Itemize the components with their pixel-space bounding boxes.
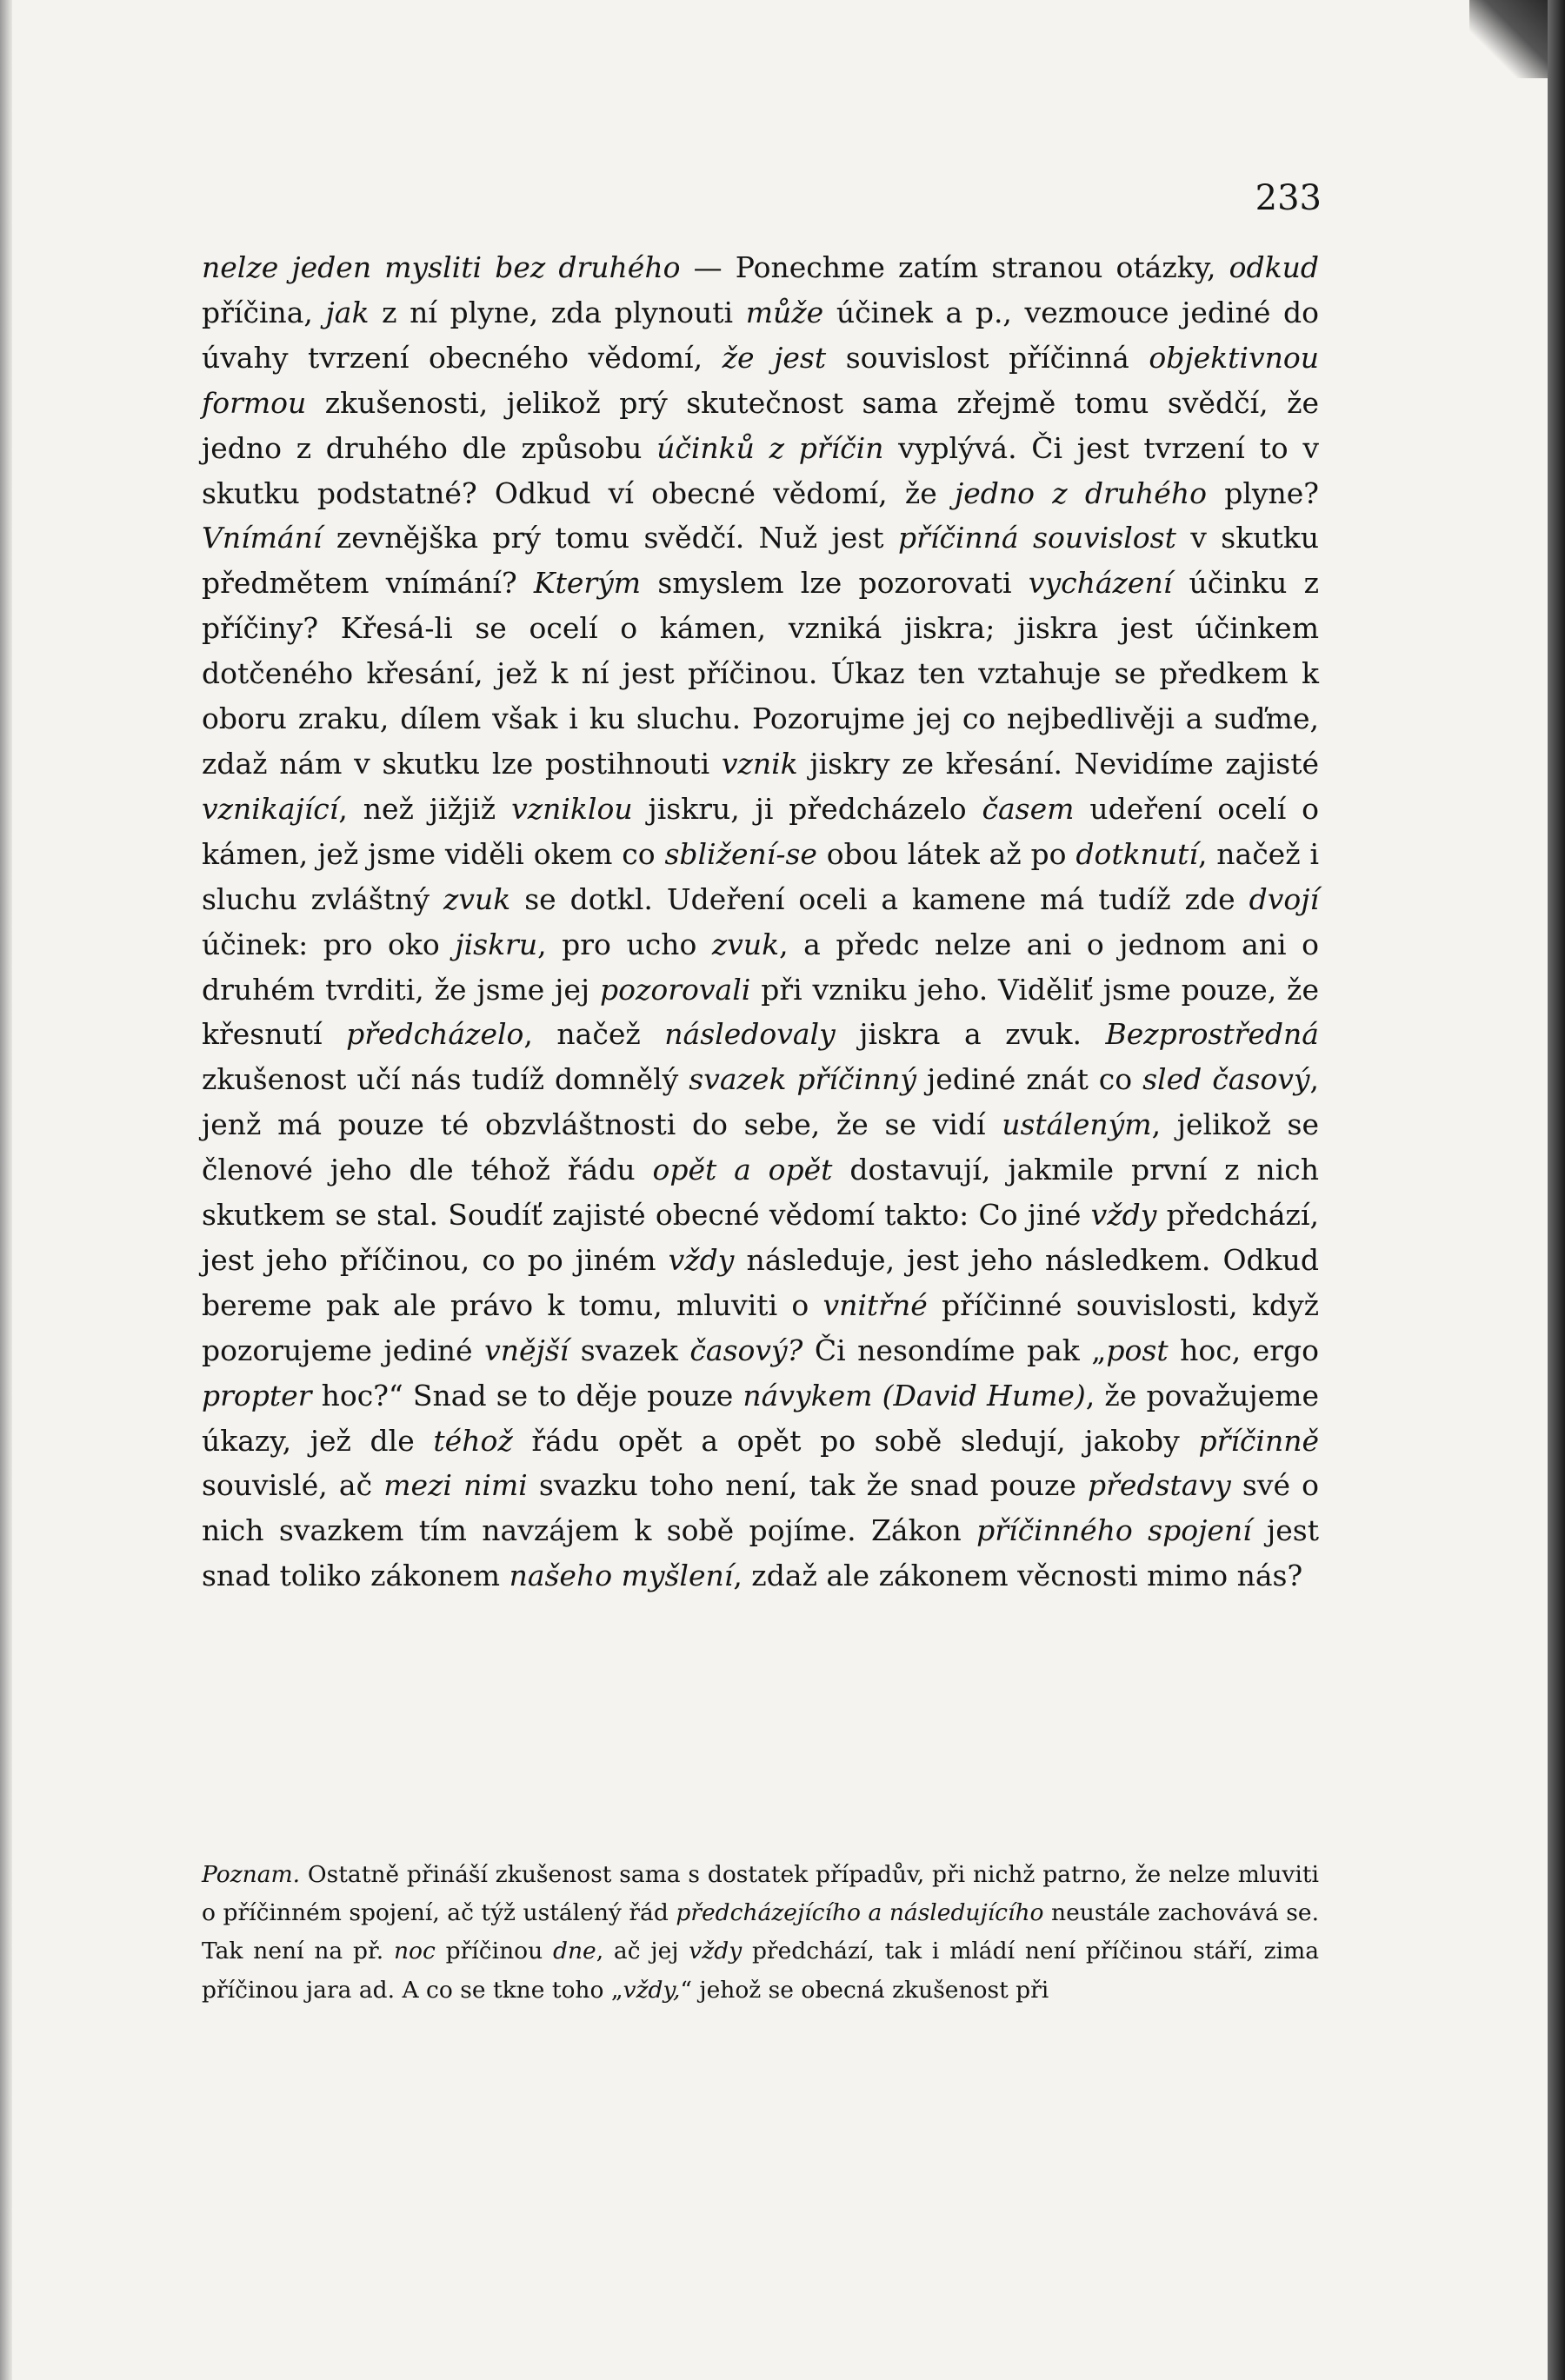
text-run: dostavují, jakmile první z nich skutkem se stal. Soudíť zajisté obecné vědomí takto: Co jiné [202, 1153, 1319, 1233]
italic-text-run: mezi nimi [383, 1468, 528, 1503]
text-run: své o nich svazkem tím navzájem k sobě pojíme. Zákon [202, 1468, 1319, 1548]
text-run: hoc, ergo [1168, 1333, 1319, 1367]
italic-text-run: příčinná souvislost [897, 521, 1176, 555]
page-corner-shadow [1469, 0, 1548, 78]
text-run: , jenž má pouze té obzvláštnosti do sebe, že se vidí [202, 1062, 1319, 1142]
text-run: zevnějška prý tomu svědčí. Nuž jest [322, 521, 898, 555]
italic-text-run: Bezprostředná [1105, 1017, 1319, 1052]
italic-text-run: pozorovali [600, 972, 751, 1007]
italic-text-run: předcházejícího a následujícího [676, 1899, 1044, 1927]
page-number: 233 [1255, 178, 1322, 218]
text-run: udeření ocelí o kámen, jež jsme viděli okem co [202, 791, 1320, 871]
text-run: příčinné souvislosti, když pozorujeme jediné [202, 1287, 1319, 1367]
text-run: Či nesondíme pak „ [802, 1333, 1107, 1367]
text-run: příčinou [435, 1938, 553, 1965]
italic-text-run: vycházení [1028, 566, 1173, 601]
text-run: , načež [523, 1017, 665, 1052]
italic-text-run: Kterým [533, 566, 642, 601]
text-run: účinek: pro oko [202, 927, 456, 961]
italic-text-run: návykem (David Hume) [743, 1378, 1086, 1413]
footnote-paragraph [202, 1856, 1319, 2010]
text-run: jediné znát co [916, 1062, 1143, 1097]
text-run: smyslem lze pozorovati [641, 566, 1029, 601]
italic-text-run: vždy [668, 1242, 735, 1277]
italic-text-run: vždy [1090, 1198, 1157, 1233]
italic-text-run: jiskru [455, 927, 538, 961]
text-run: následuje, jest jeho následkem. Odkud bereme pak ale právo k tomu, mluviti o [202, 1242, 1320, 1322]
text-run: neustále zachovává se. Tak není na př. [202, 1899, 1319, 1965]
italic-text-run: dvojí [1249, 881, 1320, 916]
text-run: , pro ucho [537, 927, 712, 961]
text-run: — Ponechme zatím stranou otázky, [680, 250, 1229, 284]
italic-text-run: následovaly [664, 1017, 836, 1052]
text-run: , načež i sluchu zvláštný [202, 836, 1319, 916]
italic-text-run: Poznam. [202, 1861, 301, 1888]
italic-text-run: příčinně [1198, 1423, 1319, 1458]
italic-text-run: nelze jeden mysliti bez druhého [202, 250, 681, 284]
text-run: hoc?“ Snad se to děje pouze [311, 1378, 743, 1413]
italic-text-run: Vnímání [202, 521, 323, 555]
italic-text-run: vznik [721, 746, 798, 781]
text-run: jiskry ze křesání. Nevidíme zajisté [797, 746, 1319, 781]
italic-text-run: vznikající [202, 791, 339, 826]
text-run: obou látek až po [816, 836, 1076, 871]
text-run: při vzniku jeho. Viděliť jsme pouze, že křesnutí [202, 972, 1319, 1052]
text-run: jiskru, ji předcházelo [632, 791, 982, 826]
text-run: , zdaž ale zákonem věcnosti mimo nás? [733, 1559, 1303, 1593]
text-run: řádu opět a opět po sobě sledují, jakoby [512, 1423, 1199, 1458]
italic-text-run: vzniklou [511, 791, 633, 826]
italic-text-run: noc [393, 1938, 436, 1965]
italic-text-run: odkud [1229, 250, 1319, 284]
text-run: zkušenosti, jelikož prý skutečnost sama zřejmě tomu svědčí, že jedno z druhého dle způsobu [202, 385, 1319, 465]
text-run: účinek a p., vezmouce jediné do úvahy tvrzení obecného vědomí, [202, 295, 1320, 375]
text-run: , jelikož se členové jeho dle téhož řádu [202, 1107, 1320, 1187]
italic-text-run: sled časový [1142, 1062, 1310, 1097]
text-run: se dotkl. Udeření oceli a kamene má tudíž zde [510, 881, 1249, 916]
text-run: předchází, tak i mládí není příčinou stáří, zima příčinou jara ad. A co se tkne toho „ [202, 1938, 1320, 2004]
italic-text-run: sbližení-se [664, 836, 817, 871]
text-run: “ jehož se obecná zkušenost při [680, 1976, 1049, 2004]
italic-text-run: vždy, [623, 1976, 681, 2004]
italic-text-run: časový? [689, 1333, 803, 1367]
text-run: , a předc nelze ani o jednom ani o druhém tvrditi, že jsme jej [202, 927, 1319, 1007]
italic-text-run: zvuk [443, 881, 511, 916]
italic-text-run: ustáleným [1002, 1107, 1152, 1142]
italic-text-run: propter [202, 1378, 312, 1413]
italic-text-run: dne [552, 1938, 596, 1965]
text-run: , než jižjiž [338, 791, 512, 826]
italic-text-run: svazek příčinný [689, 1062, 917, 1097]
italic-text-run: představy [1088, 1468, 1231, 1503]
italic-text-run: jedno z druhého [955, 475, 1207, 510]
text-run: předchází, jest jeho příčinou, co po jiném [202, 1198, 1319, 1277]
italic-text-run: objektivnou formou [202, 340, 1319, 420]
italic-text-run: post [1106, 1333, 1169, 1367]
italic-text-run: účinků z příčin [656, 430, 884, 465]
scan-right-edge [1548, 0, 1565, 2380]
text-run: vyplývá. Či jest tvrzení to v skutku podstatné? Odkud ví obecné vědomí, že [202, 430, 1319, 510]
italic-text-run: téhož [433, 1423, 513, 1458]
text-run: jiskra a zvuk. [835, 1017, 1106, 1052]
text-run: jest snad toliko zákonem [202, 1513, 1319, 1593]
italic-text-run: jak [325, 295, 370, 329]
italic-text-run: že jest [722, 340, 827, 375]
text-run: v skutku předmětem vnímání? [202, 521, 1319, 601]
italic-text-run: opět a opět [652, 1153, 833, 1187]
italic-text-run: vnější [484, 1333, 569, 1367]
text-run: účinku z příčiny? Křesá-li se ocelí o kámen, vzniká jiskra; jiskra jest účinkem dotčeného křesání, jež k ní jest příčinou. Úkaz ten vztahuje se předkem k oboru zraku, dílem však i ku sluchu. Pozorujme jej co nejbedlivěji a suďme, zdaž nám v skutku lze postihnouti [202, 566, 1319, 781]
text-run: , ač jej [596, 1938, 689, 1965]
text-run: zkušenost učí nás tudíž domnělý [202, 1062, 689, 1097]
text-run: , že považujeme úkazy, jež dle [202, 1378, 1319, 1458]
text-run: souvislost příčinná [826, 340, 1149, 375]
italic-text-run: zvuk [711, 927, 780, 961]
italic-text-run: časem [982, 791, 1075, 826]
text-run: souvislé, ač [202, 1468, 384, 1503]
italic-text-run: našeho myšlení [509, 1559, 734, 1593]
text-run: Ostatně přináší zkušenost sama s dostatek případův, při nichž patrno, že nelze mluviti o příčinném spojení, ač týž ustálený řád [202, 1861, 1319, 1927]
italic-text-run: dotknutí [1076, 836, 1198, 871]
italic-text-run: předcházelo [346, 1017, 524, 1052]
text-run: svazek [569, 1333, 690, 1367]
text-run: z ní plyne, zda plynouti [369, 295, 746, 329]
text-run: příčina, [202, 295, 326, 329]
italic-text-run: vnitřné [822, 1287, 928, 1322]
text-run: svazku toho není, tak že snad pouze [527, 1468, 1089, 1503]
italic-text-run: vždy [689, 1938, 743, 1965]
main-paragraph [202, 245, 1319, 1599]
page-left-edge [0, 0, 12, 2380]
italic-text-run: může [745, 295, 824, 329]
italic-text-run: příčinného spojení [976, 1513, 1252, 1548]
text-run: plyne? [1206, 475, 1319, 510]
